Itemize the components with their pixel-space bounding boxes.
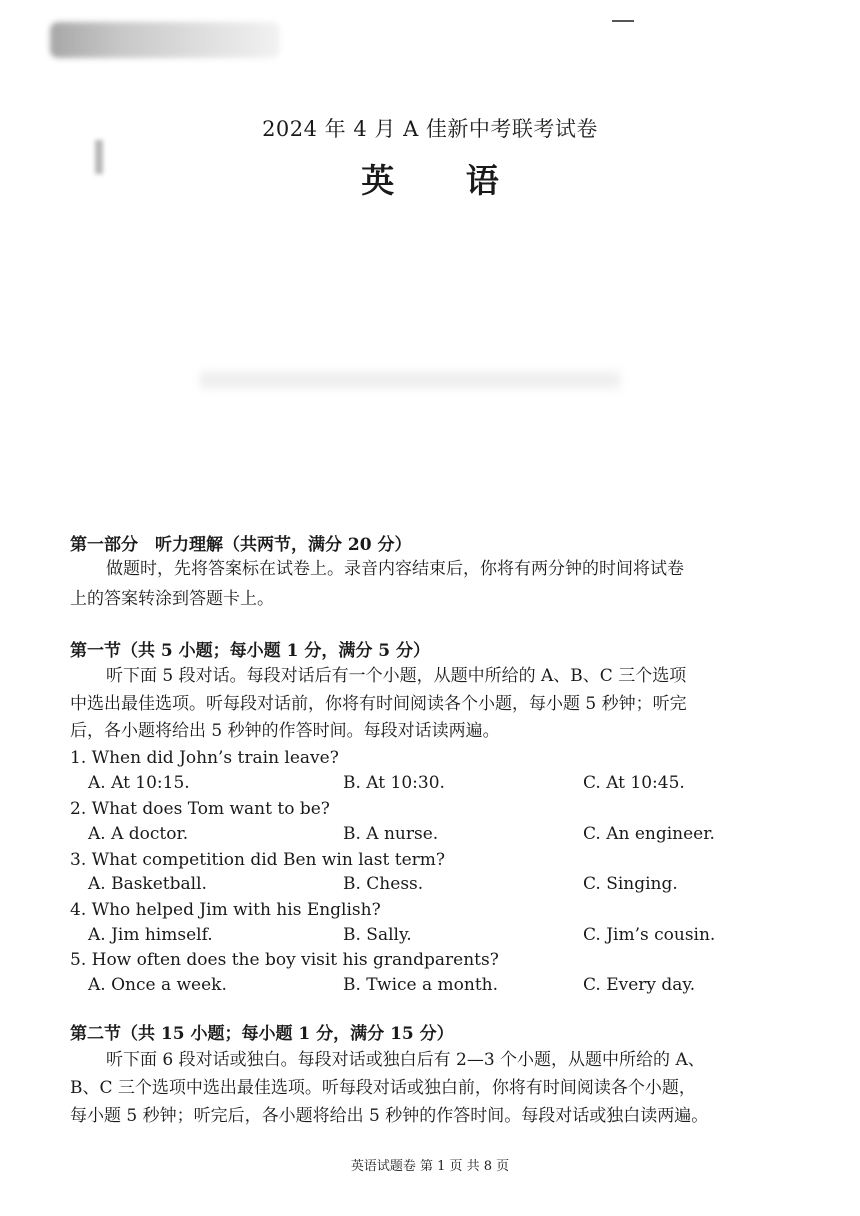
section2-instruction-line2: B、C 三个选项中选出最佳选项。听每段对话或独白前，你将有时间阅读各个小题， (70, 1078, 696, 1098)
question-5: 5. How often does the boy visit his grandparents? (70, 950, 499, 970)
question-5-option-b: B. Twice a month. (343, 975, 499, 995)
question-2-option-b: B. A nurse. (343, 824, 439, 844)
question-5-option-a: A. Once a week. (88, 975, 227, 995)
section1-instruction-line2: 中选出最佳选项。听每段对话前，你将有时间阅读各个小题，每小题 5 秒钟；听完 (70, 694, 687, 714)
question-2-option-a: A. A doctor. (88, 824, 189, 844)
question-4-option-a: A. Jim himself. (88, 925, 213, 945)
question-1-option-c: C. At 10:45. (583, 773, 685, 793)
scan-artifact-smear (50, 22, 280, 58)
section1-heading: 第一节（共 5 小题；每小题 1 分，满分 5 分） (70, 641, 430, 661)
question-3-option-c: C. Singing. (583, 874, 678, 894)
subject-title: 英 语 (361, 161, 529, 200)
section2-instruction-line3: 每小题 5 秒钟；听完后，各小题将给出 5 秒钟的作答时间。每段对话或独白读两遍。 (70, 1106, 709, 1126)
question-3: 3. What competition did Ben win last term? (70, 850, 445, 870)
question-1-option-a: A. At 10:15. (88, 773, 190, 793)
section1-instruction-line1: 听下面 5 段对话。每段对话后有一个小题，从题中所给的 A、B、C 三个选项 (106, 666, 687, 686)
question-5-option-c: C. Every day. (583, 975, 696, 995)
part1-instruction-line2: 上的答案转涂到答题卡上。 (70, 589, 274, 609)
question-2: 2. What does Tom want to be? (70, 799, 330, 819)
page-footer: 英语试题卷 第 1 页 共 8 页 (350, 1159, 510, 1174)
question-2-option-c: C. An engineer. (583, 824, 715, 844)
section1-instruction-line3: 后，各小题将给出 5 秒钟的作答时间。每段对话读两遍。 (70, 721, 500, 741)
scan-artifact-dash (612, 20, 634, 22)
question-3-option-b: B. Chess. (343, 874, 424, 894)
exam-title: 2024 年 4 月 A 佳新中考联考试卷 (262, 117, 598, 141)
question-3-option-a: A. Basketball. (88, 874, 207, 894)
section2-instruction-line1: 听下面 6 段对话或独白。每段对话或独白后有 2—3 个小题，从题中所给的 A、 (106, 1050, 705, 1070)
part1-instruction-line1: 做题时，先将答案标在试卷上。录音内容结束后，你将有两分钟的时间将试卷 (106, 559, 684, 579)
scan-artifact-faint-text (200, 372, 620, 388)
section2-heading: 第二节（共 15 小题；每小题 1 分，满分 15 分） (70, 1024, 454, 1044)
question-4-option-c: C. Jim’s cousin. (583, 925, 716, 945)
question-1: 1. When did John’s train leave? (70, 748, 339, 768)
question-4: 4. Who helped Jim with his English? (70, 900, 381, 920)
question-1-option-b: B. At 10:30. (343, 773, 445, 793)
part1-heading: 第一部分 听力理解（共两节，满分 20 分） (70, 535, 412, 555)
question-4-option-b: B. Sally. (343, 925, 412, 945)
